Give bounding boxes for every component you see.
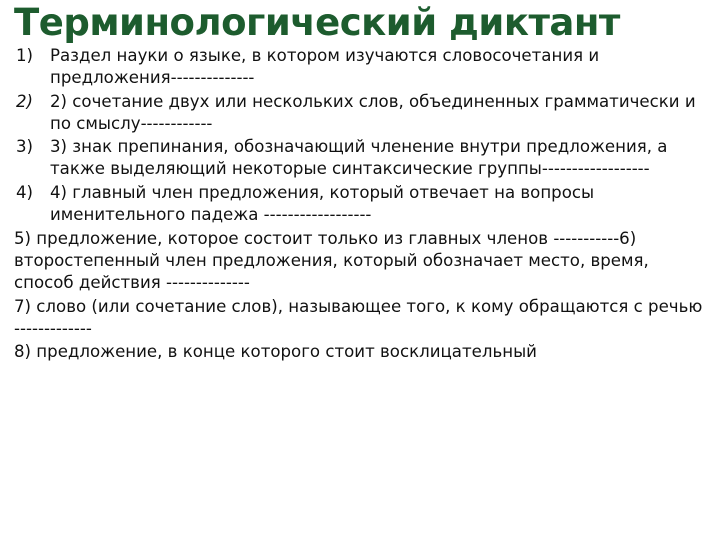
list-item (14, 228, 706, 294)
list-item-text: 5) предложение, которое состоит только из главных членов -----------6) второстепенный член предложения, который обозначает место, время, способ действия -------------- (14, 228, 649, 292)
list-item-text: Раздел науки о языке, в котором изучаются словосочетания и предложения-------------- (50, 45, 600, 87)
list-item (14, 45, 706, 89)
list-item (14, 136, 706, 180)
list-item-text: 3) знак препинания, обозначающий членение внутри предложения, а также выделяющий некоторые синтаксические группы------------------ (50, 137, 668, 179)
list-item (14, 91, 706, 135)
list-item-marker: 3) (16, 137, 34, 157)
list-item-marker: 1) (16, 45, 34, 65)
terminology-list (14, 45, 706, 363)
list-item-text: 7) слово (или сочетание слов), называющее того, к кому обращаются с речью ------------- (14, 296, 703, 338)
list-item-marker: 4) (16, 183, 34, 203)
list-item-text: 4) главный член предложения, который отвечает на вопросы именительного падежа ------------------ (50, 183, 595, 225)
list-item (14, 341, 706, 363)
list-item (14, 182, 706, 226)
list-item-text: 2) сочетание двух или нескольких слов, объединенных грамматически и по смыслу------------ (50, 91, 696, 133)
page-title: Терминологический диктант (14, 1, 620, 44)
list-item-text: 8) предложение, в конце которого стоит восклицательный (14, 342, 537, 362)
list-item (14, 296, 706, 340)
list-item-marker: 2) (16, 91, 34, 111)
